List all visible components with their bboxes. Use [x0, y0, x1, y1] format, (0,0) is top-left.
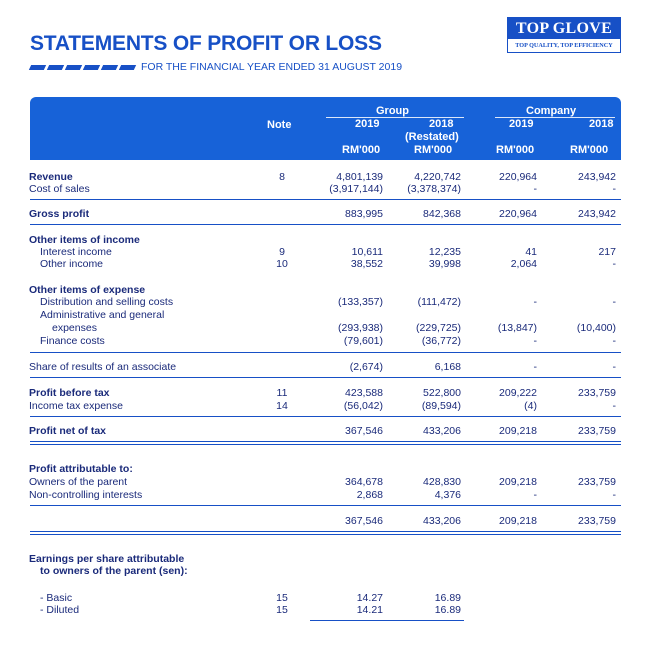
value-group-2018: (111,472): [417, 296, 461, 308]
value-group-2019: (3,917,144): [329, 183, 383, 195]
row-label: - Basic: [40, 592, 73, 604]
section-heading: Other items of expense: [29, 284, 146, 296]
header-unit-g18: RM'000: [414, 144, 453, 156]
value-company-2018: 243,942: [578, 171, 616, 183]
value-group-2019: (2,674): [349, 361, 383, 373]
row-label: Cost of sales: [29, 183, 90, 195]
row-note: 15: [276, 604, 288, 616]
header-unit-g19: RM'000: [342, 144, 381, 156]
table-header: [30, 97, 621, 160]
divider: [30, 199, 621, 200]
top-glove-logo: [507, 17, 621, 53]
value-group-2019: 423,588: [345, 387, 383, 399]
value-group-2019: 38,552: [350, 258, 383, 270]
value-group-2018: 16.89: [434, 604, 461, 616]
header-note: Note: [267, 119, 292, 131]
value-group-2018: 522,800: [423, 387, 461, 399]
value-company-2018: -: [612, 296, 616, 308]
divider: [310, 620, 464, 621]
logo-name: TOP GLOVE: [508, 18, 620, 39]
value-company-2018: -: [612, 258, 616, 270]
row-label: Distribution and selling costs: [40, 296, 174, 308]
row-label: Share of results of an associate: [29, 361, 177, 373]
value-company-2019: -: [533, 296, 537, 308]
value-company-2019: -: [533, 361, 537, 373]
value-group-2019: 367,546: [345, 515, 383, 527]
section-heading-continued: to owners of the parent (sen):: [40, 565, 188, 577]
value-company-2018: (10,400): [576, 322, 616, 334]
value-company-2018: 233,759: [578, 515, 616, 527]
value-company-2019: 209,218: [499, 515, 537, 527]
value-company-2018: -: [612, 400, 616, 412]
logo-tagline: TOP QUALITY, TOP EFFICIENCY: [515, 42, 613, 49]
value-group-2019: 364,678: [345, 476, 383, 488]
value-company-2018: -: [612, 335, 616, 347]
value-company-2018: 233,759: [578, 476, 616, 488]
value-company-2019: (4): [524, 400, 537, 412]
value-group-2019: (293,938): [338, 322, 383, 334]
row-label: Owners of the parent: [29, 476, 128, 488]
value-group-2018: 16.89: [434, 592, 461, 604]
header-company: Company: [526, 105, 577, 117]
value-company-2019: -: [533, 335, 537, 347]
value-company-2018: 233,759: [578, 387, 616, 399]
value-company-2019: (13,847): [497, 322, 537, 334]
value-group-2019: 14.21: [356, 604, 383, 616]
value-company-2019: 220,964: [499, 171, 537, 183]
row-label-continued: expenses: [52, 322, 97, 334]
row-note: 14: [276, 400, 288, 412]
value-group-2019: 4,801,139: [336, 171, 383, 183]
divider: [30, 377, 621, 378]
page-subtitle: FOR THE FINANCIAL YEAR ENDED 31 AUGUST 2019: [141, 61, 403, 73]
value-company-2019: 209,218: [499, 476, 537, 488]
value-group-2019: (133,357): [338, 296, 383, 308]
value-group-2018: 4,220,742: [414, 171, 461, 183]
double-divider: [30, 534, 621, 535]
value-group-2019: 883,995: [345, 208, 383, 220]
row-label: Gross profit: [29, 208, 90, 220]
header-company-2019: 2019: [509, 118, 534, 130]
value-group-2018: 428,830: [423, 476, 461, 488]
row-label: - Diluted: [40, 604, 80, 616]
double-divider: [30, 444, 621, 445]
value-group-2018: (89,594): [421, 400, 461, 412]
row-note: 9: [279, 246, 285, 258]
header-restated: (Restated): [405, 131, 459, 143]
value-group-2018: (36,772): [421, 335, 461, 347]
value-company-2018: -: [612, 489, 616, 501]
value-group-2018: (229,725): [416, 322, 461, 334]
row-label: Other income: [40, 258, 104, 270]
value-group-2019: (79,601): [343, 335, 383, 347]
value-group-2018: (3,378,374): [407, 183, 461, 195]
value-group-2018: 12,235: [428, 246, 461, 258]
value-company-2019: 2,064: [510, 258, 537, 270]
value-company-2018: 217: [598, 246, 616, 258]
divider: [30, 416, 621, 417]
decorative-dashes: [30, 65, 135, 70]
section-heading: Other items of income: [29, 234, 140, 246]
header-unit-c19: RM'000: [496, 144, 535, 156]
value-company-2019: 209,222: [499, 387, 537, 399]
row-label: Administrative and general: [40, 309, 165, 321]
header-group: Group: [376, 105, 409, 117]
row-note: 10: [276, 258, 288, 270]
header-group-2018: 2018: [429, 118, 454, 130]
value-company-2019: -: [533, 183, 537, 195]
divider: [30, 352, 621, 353]
value-group-2018: 39,998: [428, 258, 461, 270]
row-label: Interest income: [40, 246, 112, 258]
value-company-2018: -: [612, 183, 616, 195]
value-company-2019: -: [533, 489, 537, 501]
value-group-2018: 4,376: [434, 489, 461, 501]
row-note: 8: [279, 171, 285, 183]
header-group-2019: 2019: [355, 118, 380, 130]
row-label: Profit net of tax: [29, 425, 107, 437]
value-group-2019: 367,546: [345, 425, 383, 437]
page-title: STATEMENTS OF PROFIT OR LOSS: [30, 32, 382, 55]
row-label: Income tax expense: [29, 400, 123, 412]
row-label: Finance costs: [40, 335, 105, 347]
value-company-2019: 209,218: [499, 425, 537, 437]
value-company-2019: 41: [525, 246, 537, 258]
value-group-2018: 842,368: [423, 208, 461, 220]
value-company-2019: 220,964: [499, 208, 537, 220]
value-company-2018: -: [612, 361, 616, 373]
row-label: Profit before tax: [29, 387, 110, 399]
divider: [30, 531, 621, 532]
value-group-2019: 10,611: [351, 246, 383, 258]
subtitle-bar: [30, 61, 402, 73]
value-group-2019: 2,868: [356, 489, 383, 501]
row-note: 11: [276, 387, 288, 399]
value-group-2019: 14.27: [356, 592, 383, 604]
value-group-2018: 6,168: [434, 361, 461, 373]
value-company-2018: 233,759: [578, 425, 616, 437]
header-unit-c18: RM'000: [570, 144, 609, 156]
divider: [30, 441, 621, 442]
section-heading: Earnings per share attributable: [29, 553, 185, 565]
header-company-2018: 2018: [589, 118, 614, 130]
value-company-2018: 243,942: [578, 208, 616, 220]
row-label: Revenue: [29, 171, 73, 183]
row-label: Non-controlling interests: [29, 489, 143, 501]
section-heading: Profit attributable to:: [29, 463, 133, 475]
value-group-2018: 433,206: [423, 425, 461, 437]
row-note: 15: [276, 592, 288, 604]
divider: [30, 505, 621, 506]
value-group-2019: (56,042): [343, 400, 383, 412]
divider: [30, 224, 621, 225]
value-group-2018: 433,206: [423, 515, 461, 527]
